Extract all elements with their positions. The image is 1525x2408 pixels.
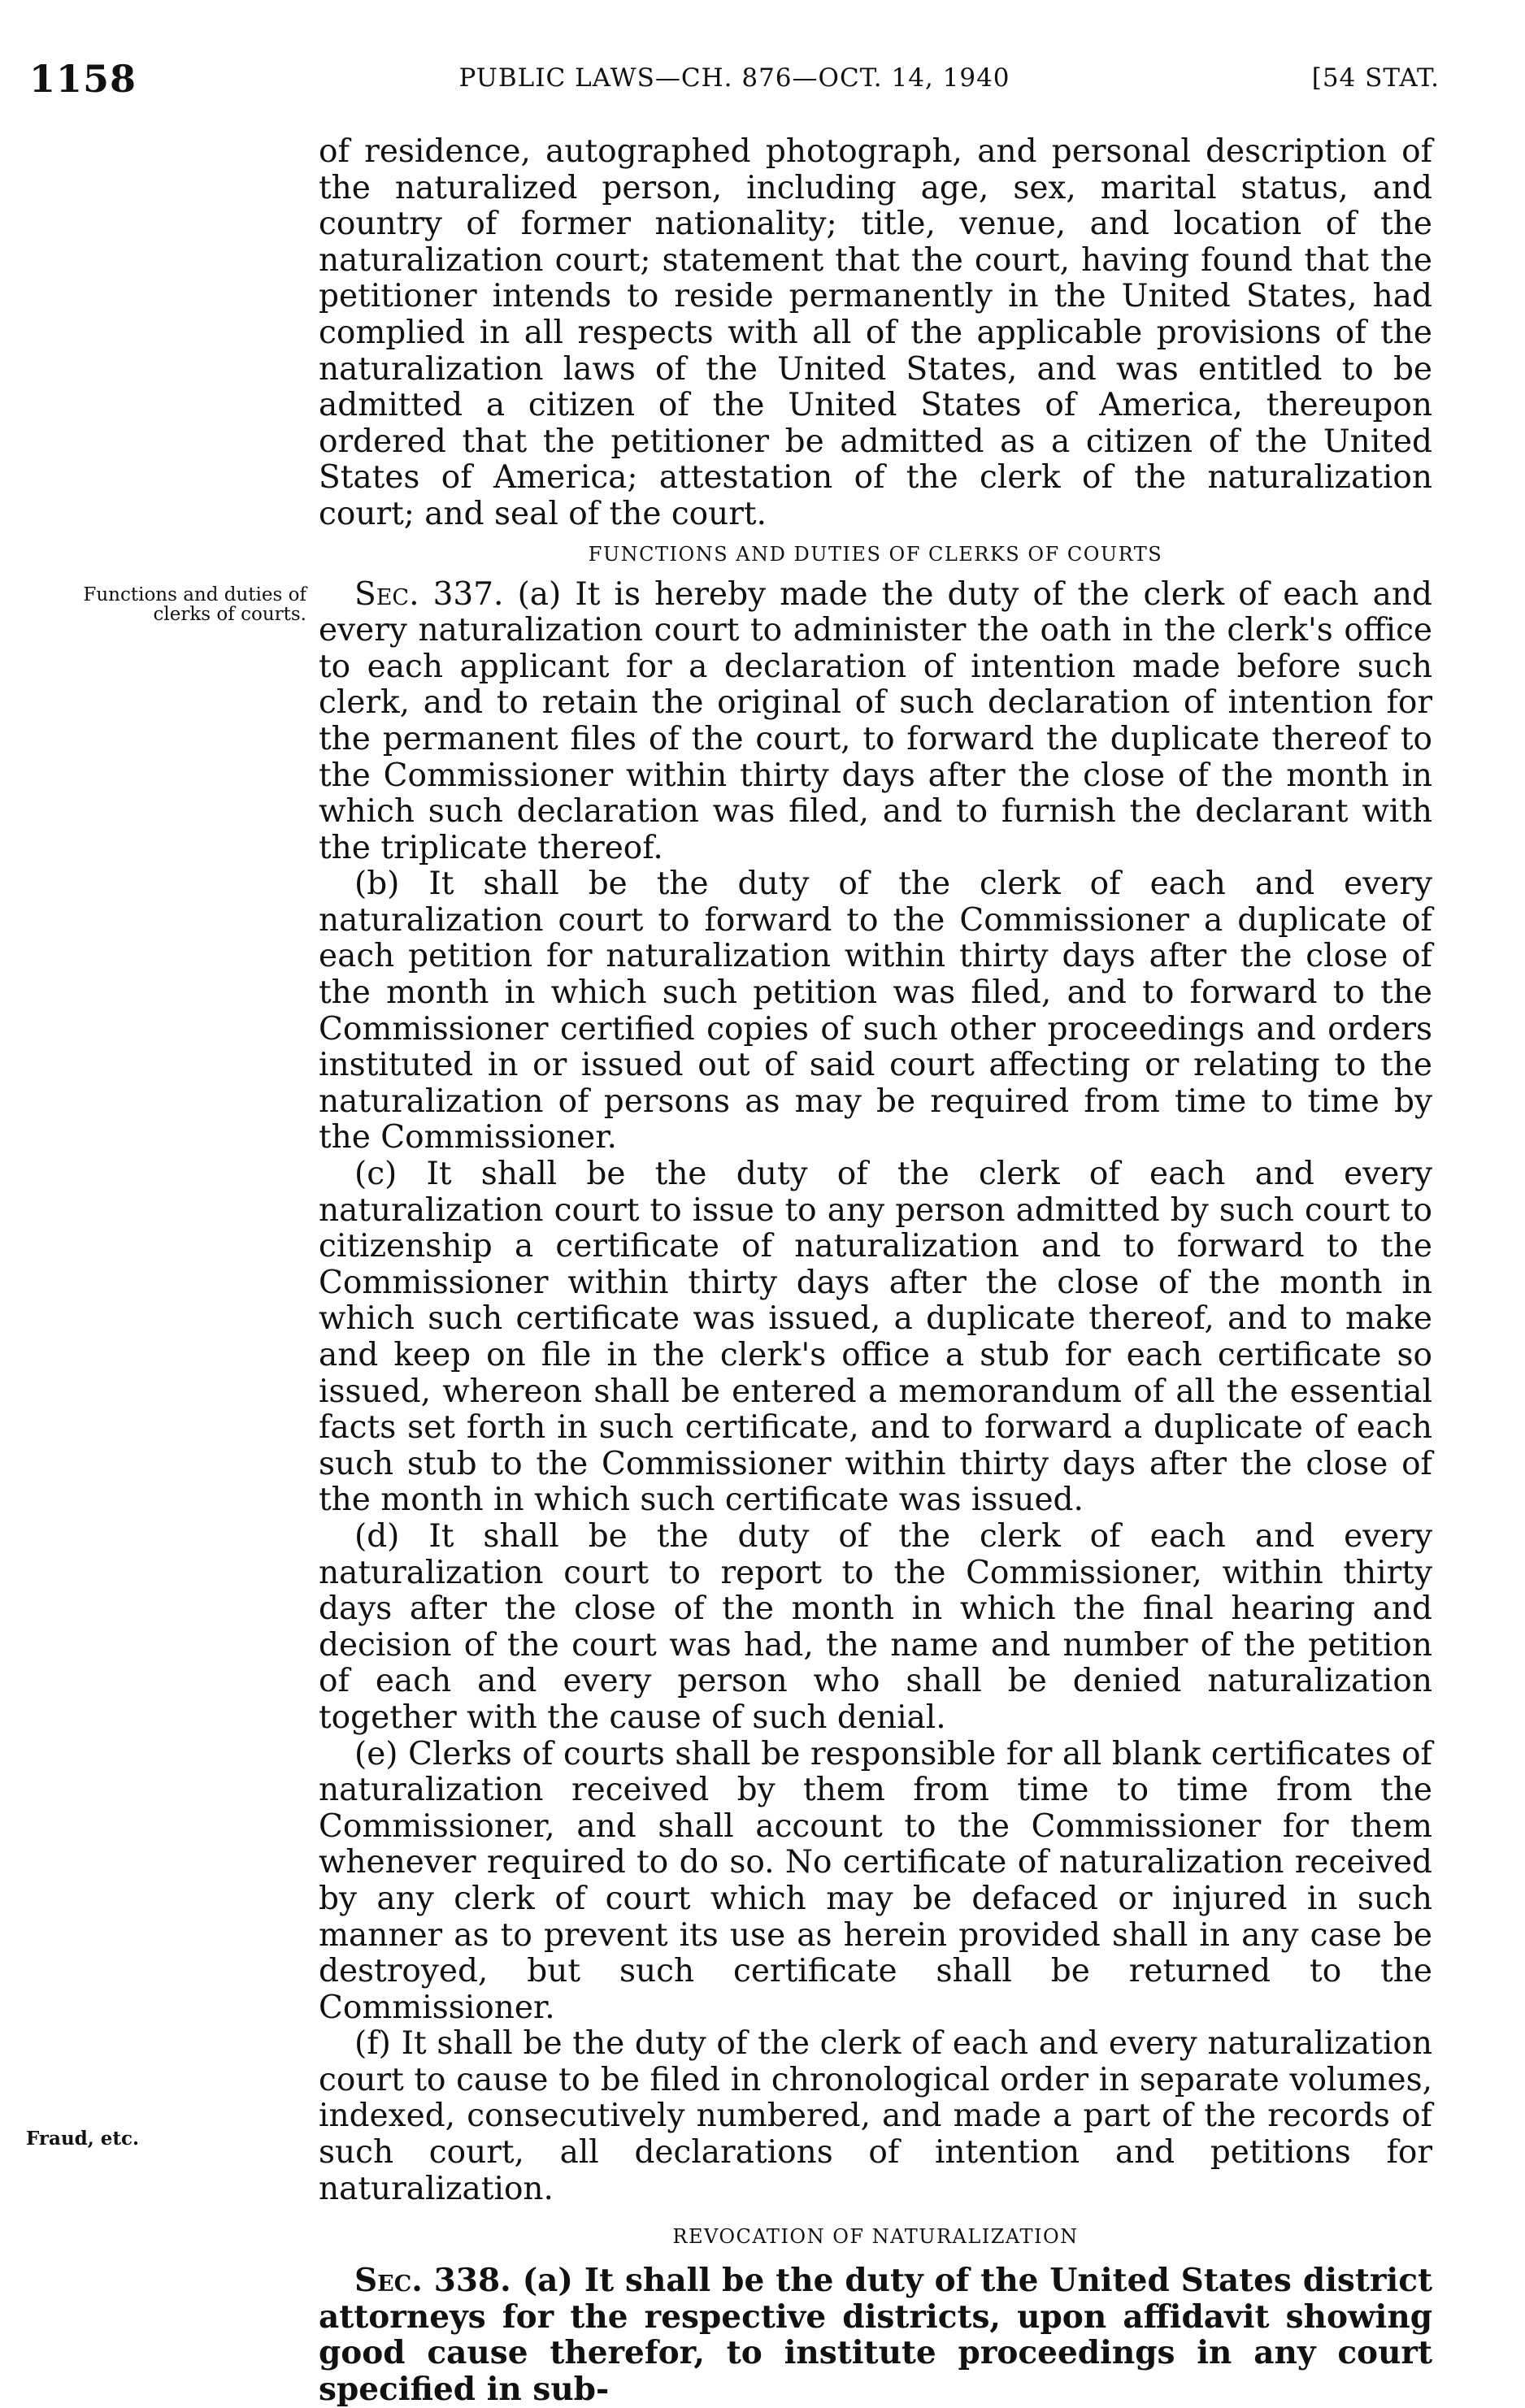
statute-reference: [54 STAT. xyxy=(1311,63,1440,93)
section-337-b: (b) It shall be the duty of the clerk of each and every naturalization court to forward to the Commissioner a duplicate of each petition for naturalization within thirty days after the close of the month in which such petition was filed, and to forward to the Commissioner certified copies of such other proceedings and orders instituted in or issued out of said court affecting or relating to the naturalization of persons as may be required from time to time by the Commissioner. xyxy=(319,866,1432,1156)
section-337-c: (c) It shall be the duty of the clerk of each and every naturalization court to issue to any person admitted by such court to citizenship a certificate of naturalization and to forward to the Commissioner within thirty days after the close of the month in which such certificate was issued, a duplicate thereof, and to make and keep on file in the clerk's office a stub for each certificate so issued, whereon shall be entered a memorandum of all the essential facts set forth in such certificate, and to forward a duplicate of each such stub to the Commissioner within thirty days after the close of the month in which such certificate was issued. xyxy=(319,1156,1432,1519)
section-337-d: (d) It shall be the duty of the clerk of each and every naturalization court to report to the Commissioner, within thirty days after the close of the month in which the final hearing and decision of the court was had, the name and number of the petition of each and every person who shall be denied naturalization together with the cause of such denial. xyxy=(319,1517,1432,1736)
section-338-a-text: (a) It shall be the duty of the United States district attorneys for the respective districts, upon affidavit showing good cause therefor, to institute proceedings in any court specified in sub- xyxy=(319,2262,1433,2408)
sidenote-functions: Functions and duties of clerks of courts. xyxy=(83,584,306,625)
continuation-paragraph: of residence, autographed photograph, and personal description of the naturalized person, including age, sex, marital status, and country of former nationality; title, venue, and location of the naturalization court; statement that the court, having found that the petitioner intends to reside permanently in the United States, had complied in all respects with all of the applicable provisions of the naturalization laws of the United States, and was entitled to be admitted a citizen of the United States of America, thereupon ordered that the petitioner be admitted as a citizen of the United States of America; attestation of the clerk of the naturalization court; and seal of the court. xyxy=(319,133,1432,532)
running-head xyxy=(29,57,1440,106)
section-337-a xyxy=(319,577,1432,867)
main-text-column xyxy=(319,134,1432,2408)
section-337-f: (f) It shall be the duty of the clerk of each and every naturalization court to cause to be filed in chronological order in separate volumes, indexed, consecutively numbered, and made a part of the records of such court, all declarations of intention and petitions for naturalization. xyxy=(319,2025,1432,2207)
running-head-title: PUBLIC LAWS—CH. 876—OCT. 14, 1940 xyxy=(458,63,1010,93)
section-337-a-text: (a) It is hereby made the duty of the clerk of each and every naturalization court to administer the oath in the clerk's office to each applicant for a declaration of intention made before such clerk, and to retain the original of such declaration of intention for the permanent files of the court, to forward the duplicate thereof to the Commissioner within thirty days after the close of the month in which such declaration was filed, and to furnish the declarant with the triplicate thereof. xyxy=(319,575,1432,866)
page-number: 1158 xyxy=(29,57,137,101)
section-338-label: Sec. 338. xyxy=(354,2262,511,2300)
section-heading-functions: FUNCTIONS AND DUTIES OF CLERKS OF COURTS xyxy=(588,542,1163,566)
section-338-a xyxy=(319,2263,1432,2407)
section-337-label: Sec. 337. xyxy=(354,575,504,613)
section-337-e: (e) Clerks of courts shall be responsible for all blank certificates of naturalization received by them from time to time from the Commissioner, and shall account to the Commissioner for them whenever required to do so. No certificate of naturalization received by any clerk of court which may be defaced or injured in such manner as to prevent its use as herein provided shall in any case be destroyed, but such certificate shall be returned to the Commissioner. xyxy=(319,1735,1432,2026)
section-heading-revocation: REVOCATION OF NATURALIZATION xyxy=(672,2225,1079,2249)
sidenote-fraud: Fraud, etc. xyxy=(26,2128,140,2150)
